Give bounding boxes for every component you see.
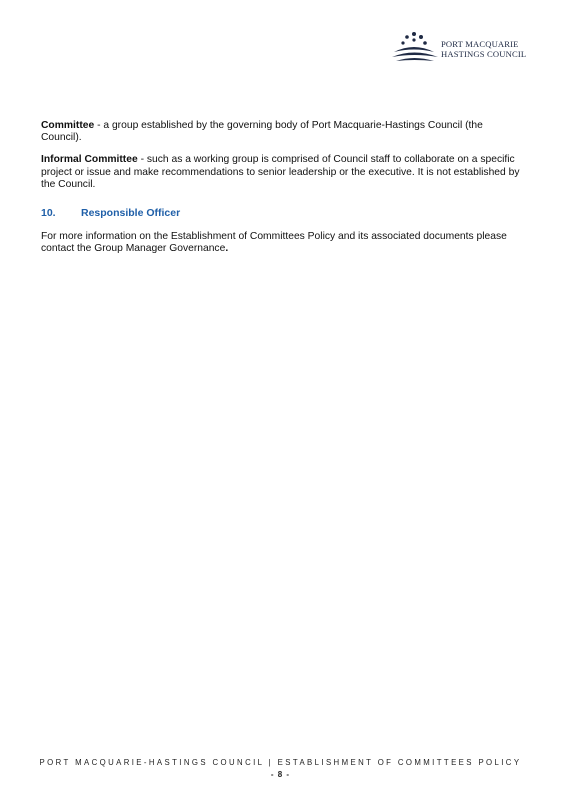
document-body — [41, 120, 521, 266]
committee-term: Committee — [41, 120, 95, 131]
section-text-end: . — [225, 243, 229, 255]
section-text: For more information on the Establishment of Committees Policy and its associated documents please contact the Group Manager Governance — [41, 231, 507, 255]
committee-def: - a group established by the governing body of Port Macquarie-Hastings Council (the Council). — [41, 120, 483, 144]
section-number: 10. — [41, 207, 56, 220]
informal-committee-definition — [41, 154, 521, 191]
page-number: - 8 - — [270, 770, 291, 779]
page-footer: PORT MACQUARIE-HASTINGS COUNCIL | ESTABLISHMENT OF COMMITTEES POLICY — [39, 758, 522, 767]
section-title: Responsible Officer — [81, 207, 181, 220]
logo-line-1: PORT MACQUARIE — [441, 39, 519, 49]
logo-line-2: HASTINGS COUNCIL — [441, 49, 527, 59]
section-paragraph — [41, 231, 521, 255]
council-emblem-icon — [390, 30, 440, 64]
committee-definition — [41, 120, 521, 144]
section-heading — [41, 207, 521, 219]
logo-text — [441, 39, 526, 59]
informal-def: - such as a working group is comprised of Council staff to collaborate on a specific project or issue and make recommendations to senior leadership or the executive. It is not established by the Council. — [41, 154, 520, 190]
informal-term: Informal Committee — [41, 154, 138, 166]
council-logo — [390, 30, 540, 70]
